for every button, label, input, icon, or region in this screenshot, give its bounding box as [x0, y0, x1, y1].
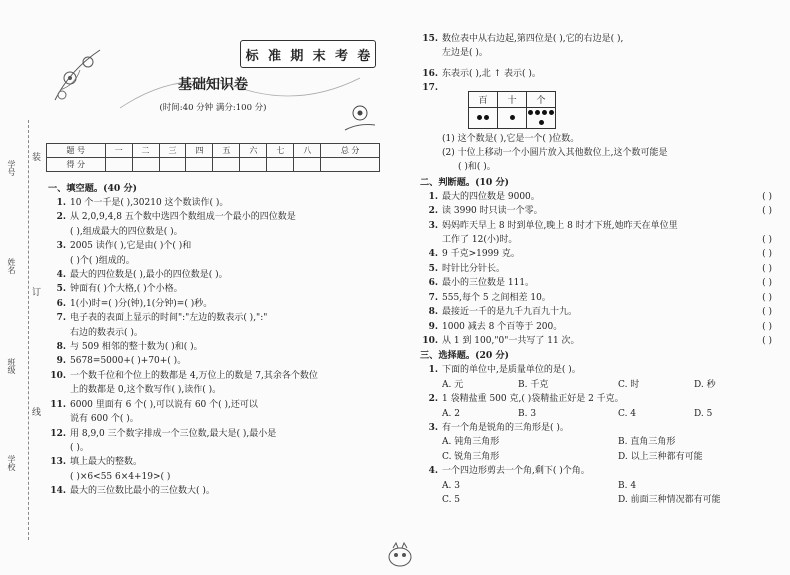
- brand-banner: [240, 40, 376, 68]
- judge-number: 2.: [428, 206, 438, 217]
- question: 1. 10 个一千是( ),30210 这个数读作( )。: [56, 198, 229, 208]
- options: [420, 493, 772, 507]
- brand-char: 末: [312, 48, 326, 64]
- options: [420, 479, 772, 493]
- option[interactable]: B. 4: [618, 480, 637, 491]
- score-input-cell[interactable]: [186, 158, 213, 172]
- judge-answer-box[interactable]: ( ): [762, 263, 772, 274]
- page-title: 基础知识卷: [178, 77, 248, 93]
- judge-text: 时针比分针长。: [442, 263, 506, 274]
- option[interactable]: A. 2: [442, 408, 460, 419]
- question: 11. 6000 里面有 6 个( ),可以说有 60 个( ),还可以: [50, 399, 258, 410]
- score-cell: 一: [105, 144, 132, 158]
- score-cell: 五: [213, 144, 240, 158]
- option[interactable]: C. 锐角三角形: [442, 451, 500, 462]
- counter-dot: [477, 115, 482, 120]
- binding-margin: [0, 0, 46, 575]
- exam-info: (时间:40 分钟 满分:100 分): [159, 103, 267, 113]
- question-cont: ( )个( )组成的。: [70, 255, 135, 266]
- judge-list: [420, 190, 772, 348]
- question: 14. 最大的三位数比最小的三位数大( )。: [50, 486, 215, 497]
- question-cont: ( ),组成最大的四位数是( )。: [70, 226, 183, 237]
- grid-header-ones: 个: [527, 92, 556, 108]
- grid-cell-tens: [498, 108, 527, 129]
- counter-dot: [542, 110, 547, 115]
- brand-char: 卷: [357, 48, 371, 64]
- question: 5. 钟面有( )个大格,( )个小格。: [56, 284, 183, 295]
- judge-number: 7.: [428, 292, 438, 303]
- score-cell: 二: [132, 144, 159, 158]
- option[interactable]: B. 千克: [518, 379, 549, 390]
- score-header-row: [47, 144, 380, 158]
- option[interactable]: C. 4: [618, 408, 637, 419]
- question: 1. 下面的单位中,是质量单位的是( )。: [428, 365, 581, 376]
- option[interactable]: B. 3: [518, 408, 537, 419]
- student-number-label: 学号: [7, 160, 16, 176]
- question: 10. 一个数千位和个位上的数都是 4,万位上的数是 7,其余各个数位: [50, 370, 318, 381]
- question: 4. 最大的四位数是( ),最小的四位数是( )。: [56, 270, 228, 281]
- score-input-cell[interactable]: [213, 158, 240, 172]
- judge-item: [420, 233, 772, 247]
- question-text: 与 509 相邻的整十数为( )和( )。: [70, 342, 203, 353]
- score-input-cell[interactable]: [105, 158, 132, 172]
- judge-number: 8.: [428, 307, 438, 318]
- judge-answer-box[interactable]: ( ): [762, 278, 772, 289]
- judge-answer-box[interactable]: ( ): [762, 191, 772, 202]
- option[interactable]: A. 3: [442, 480, 460, 491]
- judge-item: [420, 305, 772, 319]
- question-cont: ( )。: [70, 442, 89, 453]
- question: 13. 填上最大的整数。: [50, 457, 143, 468]
- judge-answer-box[interactable]: ( ): [762, 235, 772, 246]
- question: 17.: [422, 83, 438, 94]
- question-cont: 上的数都是 0,这个数写作( ),读作( )。: [70, 385, 222, 396]
- judge-answer-box[interactable]: ( ): [762, 335, 772, 346]
- counter-dot: [535, 110, 540, 115]
- option[interactable]: D. 5: [694, 408, 713, 419]
- cut-line: [28, 120, 29, 540]
- judge-item: [420, 247, 772, 261]
- judge-item: [420, 320, 772, 334]
- question-text: 电子表的表面上显示的时间":"左边的数表示( ),":": [70, 313, 268, 324]
- fill-in-section: [48, 181, 382, 499]
- question-text: 2005 读作( ),它是由( )个( )和: [70, 241, 192, 252]
- score-input-cell[interactable]: [267, 158, 294, 172]
- judge-answer-box[interactable]: ( ): [762, 307, 772, 318]
- question-text: 一个四边形剪去一个角,剩下( )个角。: [442, 466, 590, 477]
- score-table: [46, 143, 380, 172]
- brand-char: 标: [245, 48, 259, 64]
- grid-dot-row: [469, 108, 556, 129]
- score-cell: 四: [186, 144, 213, 158]
- judge-text: 555,每个 5 之间相差 10。: [442, 292, 551, 303]
- judge-text: 最接近一千的是九千九百九十九。: [442, 307, 578, 318]
- question-text: 1 袋精盐重 500 克,( )袋精盐正好是 2 千克。: [442, 394, 624, 405]
- option[interactable]: B. 直角三角形: [618, 437, 676, 448]
- bind-mark: 线: [32, 408, 42, 418]
- judge-text: 最大的四位数是 9000。: [442, 191, 540, 202]
- question: 3. 有一个角是锐角的三角形是( )。: [428, 422, 569, 433]
- judge-number: 1.: [428, 191, 438, 202]
- brand-char: 准: [267, 48, 281, 64]
- options: [420, 450, 772, 464]
- question-text: 有一个角是锐角的三角形是( )。: [442, 422, 569, 433]
- counter-dot: [528, 110, 533, 115]
- question-cont: 说有 600 个( )。: [70, 414, 139, 425]
- question-text: 用 8,9,0 三个数字排成一个三位数,最大是( ),最小是: [70, 428, 277, 439]
- score-input-cell[interactable]: [132, 158, 159, 172]
- score-cell: 三: [159, 144, 186, 158]
- judge-text: 读 3990 时只读一个零。: [442, 206, 543, 217]
- question-text: 下面的单位中,是质量单位的是( )。: [442, 365, 581, 376]
- judge-text: 从 1 到 100,"0"一共写了 11 次。: [442, 335, 580, 346]
- question-cont: 右边的数表示( )。: [70, 327, 143, 338]
- option[interactable]: D. 以上三种都有可能: [618, 451, 703, 462]
- question-cont: ( )×6<55 6×4+19>( ): [70, 471, 171, 482]
- question-text: 从 2,0,9,4,8 五个数中选四个数组成一个最小的四位数是: [70, 212, 296, 223]
- question: 12. 用 8,9,0 三个数字排成一个三位数,最大是( ),最小是: [50, 428, 277, 439]
- question: 15. 数位表中从右边起,第四位是( ),它的右边是( ),: [422, 34, 624, 44]
- question: 8. 与 509 相邻的整十数为( )和( )。: [56, 342, 203, 353]
- question-text: 最大的四位数是( ),最小的四位数是( )。: [70, 270, 228, 281]
- bind-mark: 装: [32, 153, 42, 163]
- score-input-cell[interactable]: [240, 158, 267, 172]
- question: 4. 一个四边形剪去一个角,剩下( )个角。: [428, 466, 590, 477]
- section-heading: 二、判断题。(10 分): [420, 176, 509, 188]
- question-text: 一个数千位和个位上的数都是 4,万位上的数是 7,其余各个数位: [70, 370, 318, 381]
- judge-number: 6.: [428, 278, 438, 289]
- score-input-cell[interactable]: [321, 158, 380, 172]
- judge-item: [420, 190, 772, 204]
- judge-text: 9 千克>1999 克。: [442, 249, 520, 260]
- judge-item: [420, 204, 772, 218]
- judge-item: [420, 334, 772, 348]
- question-text: 东表示( ),北 ↑ 表示( )。: [442, 68, 541, 79]
- question-text: 6000 里面有 6 个( ),可以说有 60 个( ),还可以: [70, 399, 258, 410]
- judge-text: 最小的三位数是 111。: [442, 278, 535, 289]
- question-cont: 左边是( )。: [442, 48, 488, 59]
- score-row: [47, 158, 380, 172]
- grid-cell-ones: [527, 108, 556, 129]
- option[interactable]: C. 时: [618, 379, 640, 390]
- judge-answer-box[interactable]: ( ): [762, 249, 772, 260]
- score-cell: 六: [240, 144, 267, 158]
- score-input-cell[interactable]: [159, 158, 186, 172]
- counter-dot: [484, 115, 489, 120]
- question: 2. 从 2,0,9,4,8 五个数中选四个数组成一个最小的四位数是: [56, 212, 296, 223]
- option[interactable]: A. 元: [442, 379, 464, 390]
- counter-dot: [549, 110, 554, 115]
- option[interactable]: D. 前面三种情况都有可能: [618, 494, 721, 505]
- judge-item: [420, 291, 772, 305]
- question: 2. 1 袋精盐重 500 克,( )袋精盐正好是 2 千克。: [428, 394, 624, 405]
- question: 6. 1(小)时=( )分(钟),1(分钟)=( )秒。: [56, 298, 213, 309]
- judge-text: 工作了 12(小)时。: [442, 235, 518, 246]
- score-input-cell[interactable]: [294, 158, 321, 172]
- question-text: 填上最大的整数。: [70, 457, 143, 468]
- question: 9. 5678=5000+( )+70+( )。: [56, 356, 187, 367]
- mascot-icon: [385, 540, 415, 570]
- judge-number: 9.: [428, 321, 438, 332]
- grid-header-hundreds: 百: [469, 92, 498, 108]
- question-text: 最大的三位数比最小的三位数大( )。: [70, 486, 215, 497]
- judge-number: 3.: [428, 220, 438, 231]
- question-cont: (2) 十位上移动一个小圆片放入其他数位上,这个数可能是: [442, 148, 668, 159]
- judge-item: [420, 219, 772, 233]
- judge-item: [420, 276, 772, 290]
- question: 16. 东表示( ),北 ↑ 表示( )。: [422, 68, 541, 79]
- section-heading: 一、填空题。(40 分): [48, 183, 137, 194]
- judge-number: 5.: [428, 263, 438, 274]
- option[interactable]: C. 5: [442, 494, 461, 505]
- counter-dot: [510, 115, 515, 120]
- counter-dot: [539, 120, 544, 125]
- judge-answer-box[interactable]: ( ): [762, 321, 772, 332]
- brand-char: 期: [290, 48, 304, 64]
- question-text: 1(小)时=( )分(钟),1(分钟)=( )秒。: [70, 298, 213, 309]
- judge-number: 10.: [422, 335, 438, 346]
- question-cont: (1) 这个数是( ),它是一个( )位数。: [442, 133, 580, 144]
- options: [420, 435, 772, 449]
- section-heading: 三、选择题。(20 分): [420, 350, 509, 362]
- question: 7. 电子表的表面上显示的时间":"左边的数表示( ),":": [56, 313, 268, 324]
- options: [420, 407, 772, 421]
- school-label: 学校: [7, 455, 16, 471]
- judge-answer-box[interactable]: ( ): [762, 292, 772, 303]
- name-label: 姓名: [7, 258, 16, 274]
- judge-number: [420, 233, 438, 247]
- place-value-grid: [468, 91, 556, 129]
- score-cell: 七: [267, 144, 294, 158]
- judge-text: 妈妈昨天早上 8 时到单位,晚上 8 时才下班,她昨天在单位里: [442, 220, 678, 231]
- judge-number: 4.: [428, 249, 438, 260]
- grid-cell-hundreds: [469, 108, 498, 129]
- question-text: 数位表中从右边起,第四位是( ),它的右边是( ),: [442, 34, 624, 44]
- question-text: 5678=5000+( )+70+( )。: [70, 356, 187, 367]
- option[interactable]: D. 秒: [694, 379, 716, 390]
- question-text: 钟面有( )个大格,( )个小格。: [70, 284, 183, 295]
- score-cell: 八: [294, 144, 321, 158]
- brand-char: 考: [334, 48, 348, 64]
- option[interactable]: A. 钝角三角形: [442, 437, 500, 448]
- bind-mark: 订: [32, 288, 42, 298]
- judge-text: 1000 减去 8 个百等于 200。: [442, 321, 563, 332]
- class-label: 班级: [7, 358, 16, 374]
- question-text: 10 个一千是( ),30210 这个数读作( )。: [70, 198, 229, 208]
- score-cell: 得 分: [47, 158, 106, 172]
- grid-header-tens: 十: [498, 92, 527, 108]
- score-cell: 总 分: [321, 144, 380, 158]
- score-cell: 题 号: [47, 144, 106, 158]
- judge-item: [420, 262, 772, 276]
- question: 3. 2005 读作( ),它是由( )个( )和: [56, 241, 192, 252]
- question-cont: ( )和( )。: [458, 162, 496, 173]
- judge-answer-box[interactable]: ( ): [762, 206, 772, 217]
- options: [420, 378, 772, 392]
